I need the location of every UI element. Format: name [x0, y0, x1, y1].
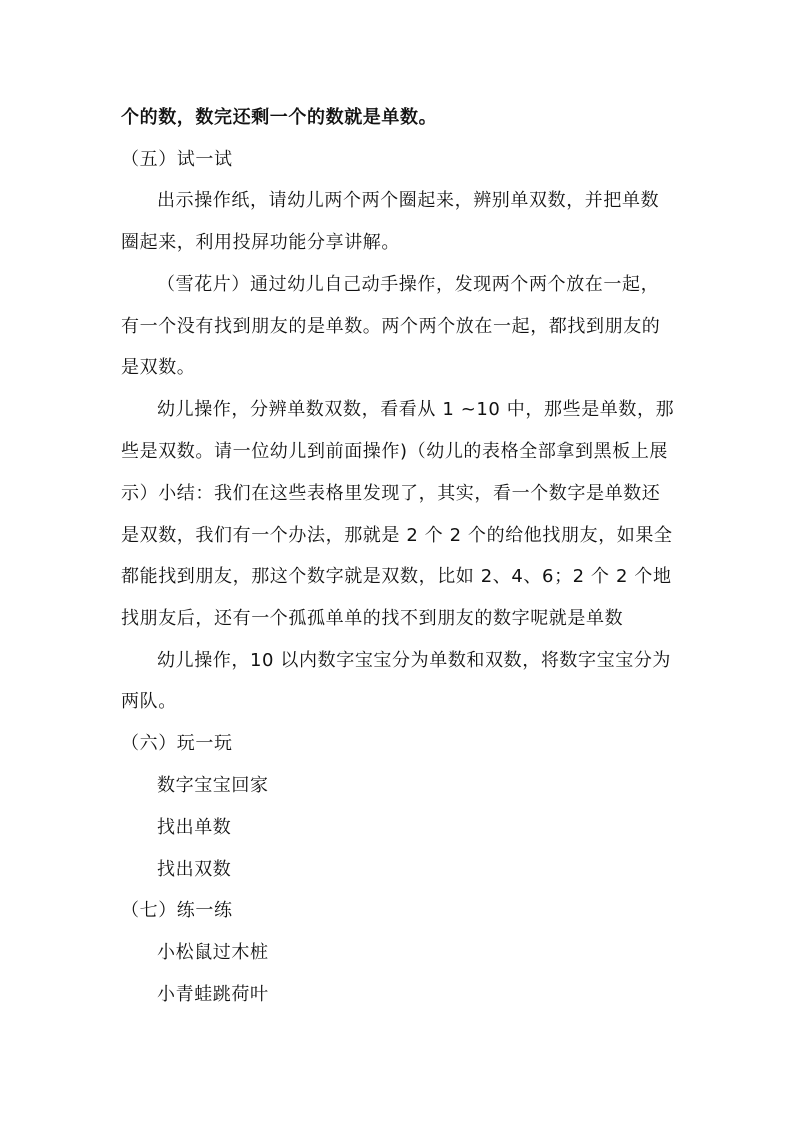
list-item-1: 数字宝宝回家: [157, 775, 269, 796]
paragraph-line-12: 都能找到朋友，那这个数字就是双数，比如 2、4、6；2 个 2 个地: [121, 566, 672, 587]
paragraph-line-5: （雪花片）通过幼儿自己动手操作，发现两个两个放在一起，: [157, 274, 660, 295]
list-item-3: 找出双数: [157, 859, 232, 880]
paragraph-line-7: 是双数。: [121, 357, 196, 378]
section-heading-5: （五）试一试: [121, 149, 233, 170]
list-item-5: 小青蛙跳荷叶: [157, 984, 269, 1005]
list-item-4: 小松鼠过木桩: [157, 942, 269, 963]
paragraph-line-1: 个的数，数完还剩一个的数就是单数。: [121, 107, 438, 128]
section-heading-7: （七）练一练: [121, 900, 233, 921]
paragraph-line-4: 圈起来，利用投屏功能分享讲解。: [121, 232, 400, 253]
paragraph-line-14: 幼儿操作，10 以内数字宝宝分为单数和双数，将数字宝宝分为: [157, 650, 672, 671]
paragraph-line-15: 两队。: [121, 691, 177, 712]
paragraph-line-13: 找朋友后，还有一个孤孤单单的找不到朋友的数字呢就是单数: [121, 608, 624, 629]
paragraph-line-8: 幼儿操作，分辨单数双数，看看从 1 ~10 中，那些是单数，那: [157, 399, 675, 420]
paragraph-line-6: 有一个没有找到朋友的是单数。两个两个放在一起，都找到朋友的: [121, 316, 661, 337]
paragraph-line-9: 些是双数。请一位幼儿到前面操作)（幼儿的表格全部拿到黑板上展: [121, 441, 669, 462]
paragraph-line-10: 示）小结：我们在这些表格里发现了，其实，看一个数字是单数还: [121, 483, 661, 504]
paragraph-line-3: 出示操作纸，请幼儿两个两个圈起来，辨别单双数，并把单数: [157, 190, 660, 211]
section-heading-6: （六）玩一玩: [121, 733, 233, 754]
list-item-2: 找出单数: [157, 817, 232, 838]
paragraph-line-11: 是双数，我们有一个办法，那就是 2 个 2 个的给他找朋友，如果全: [121, 525, 673, 546]
